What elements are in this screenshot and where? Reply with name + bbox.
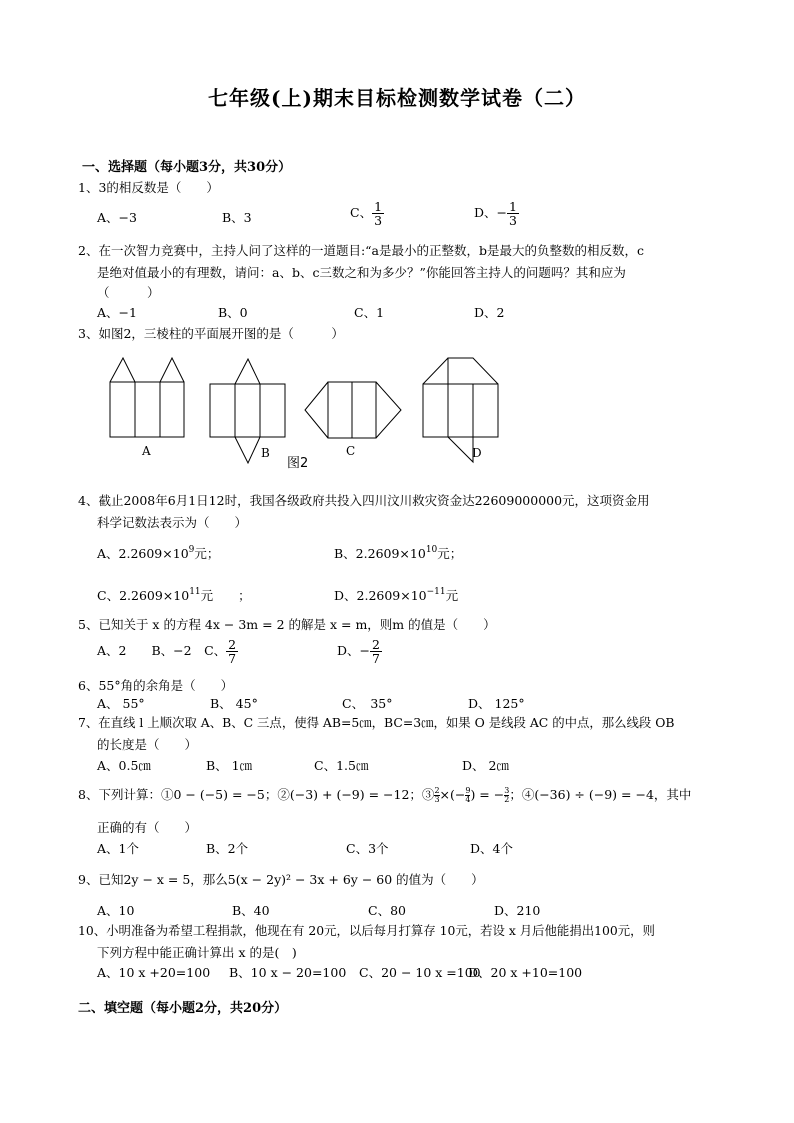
q9-option-c: C、80 (368, 903, 406, 918)
q4-option-d: D、$2.2609\times 10^{-11}$元 (334, 587, 459, 603)
q8-option-a: A、1个 (97, 841, 139, 856)
net-c-figure (305, 382, 401, 438)
q5-option-d: D、− $\frac{2}{7}$ (337, 637, 380, 667)
q4-option-b: B、$2.2609\times 10^{10}$元； (334, 545, 463, 561)
q5-options-abc: A、2 B、−2 C、 $\frac{2}{7}$ (97, 637, 237, 667)
q8-option-b: B、2个 (206, 841, 249, 856)
q4-option-c: C、$2.2609\times 10^{11}$元 ； (97, 587, 251, 603)
q9-option-b: B、40 (232, 903, 270, 918)
q10-option-b: B、10 x − 20=100 (229, 965, 347, 980)
q8-option-d: D、4个 (470, 841, 513, 856)
q7-option-d: D、 2㎝ (462, 758, 509, 773)
q10-option-c: C、20 − 10 x =100 (359, 965, 481, 980)
q3-stem: 3、如图2，三棱柱的平面展开图的是（ ） (78, 326, 344, 341)
q10-line-1: 10、小明准备为希望工程捐款，他现在有 20元，以后每月打算存 10元，若设 x 月后他能捐出100元，则 (78, 923, 655, 938)
q9-option-a: A、10 (97, 903, 135, 918)
q2-option-c: C、1 (354, 305, 385, 320)
net-a-figure (110, 358, 184, 437)
q2-line-3: （ ） (97, 285, 160, 300)
q6-stem: 6、55°角的余角是（ ） (78, 678, 234, 693)
q2-option-b: B、0 (218, 305, 248, 320)
figure-caption: 图2 (287, 456, 309, 471)
net-b-label: B (261, 446, 270, 460)
q6-option-a: A、 55° (97, 696, 145, 711)
q2-line-2: 是绝对值最小的有理数，请问：a、b、c三数之和为多少？”你能回答主持人的问题吗？其和应为 (97, 265, 626, 280)
q7-line-1: 7、在直线 l 上顺次取 A、B、C 三点，使得 AB=5㎝，BC=3㎝，如果 O 是线段 AC 的中点，那么线段 OB (78, 715, 675, 730)
q1-stem: 1、3的相反数是（ ） (78, 180, 219, 195)
net-c-label: C (346, 444, 356, 458)
q1-option-b: B、3 (222, 210, 252, 225)
q9-option-d: D、210 (494, 903, 541, 918)
q6-option-b: B、 45° (210, 696, 258, 711)
section-2-heading: 二、填空题（每小题2分，共20分） (78, 1001, 288, 1016)
q2-line-1: 2、在一次智力竞赛中，主持人问了这样的一道题目:“a是最小的正整数，b是最大的负整数的相反数，c (78, 243, 645, 258)
q8-line-1: 8、下列计算：①0 − (−5) = −5；②(−3) + (−9) = −12；③ $\frac{2}{3}$ ×(− $\frac{9}{4}$ ) = − $\frac{3}{2}$ ；④(−36) ÷ (−9) = −4，其中 (78, 786, 692, 804)
q5-stem: 5、已知关于 x 的方程 4x − 3m = 2 的解是 x = m，则m 的值是（ ） (78, 617, 496, 632)
q7-line-2: 的长度是（ ） (97, 737, 198, 752)
q7-option-b: B、 1㎝ (206, 758, 253, 773)
q7-option-c: C、1.5㎝ (314, 758, 369, 773)
q6-option-c: C、 35° (342, 696, 393, 711)
net-d-label: D (472, 446, 482, 460)
net-a-label: A (142, 444, 151, 458)
net-b-figure (210, 359, 285, 463)
page-title: 七年级(上)期末目标检测数学试卷（二） (208, 86, 586, 110)
q4-line-1: 4、截止2008年6月1日12时，我国各级政府共投入四川汶川救灾资金达22609000000元，这项资金用 (78, 493, 650, 508)
net-d-figure (423, 358, 498, 462)
q4-line-2: 科学记数法表示为（ ） (97, 515, 248, 530)
q10-line-2: 下列方程中能正确计算出 x 的是( ) (97, 945, 297, 960)
q9-stem: 9、已知2y − x = 5，那么5(x − 2y)² − 3x + 6y − 60 的值为（ ） (78, 872, 484, 887)
q8-option-c: C、3个 (346, 841, 389, 856)
q4-option-a: A、$2.2609\times 10^9$元； (97, 545, 220, 561)
q6-option-d: D、 125° (468, 696, 525, 711)
q1-option-d: D、− $\frac{1}{3}$ (474, 199, 517, 229)
q10-option-d: D、20 x +10=100 (468, 965, 583, 980)
q2-option-d: D、2 (474, 305, 505, 320)
q8-line-2: 正确的有（ ） (97, 820, 198, 835)
q1-option-a: A、−3 (97, 210, 137, 225)
section-1-heading: 一、选择题（每小题3分，共30分） (82, 160, 292, 175)
q10-option-a: A、10 x +20=100 (97, 965, 211, 980)
q7-option-a: A、0.5㎝ (97, 758, 151, 773)
q1-option-c: C、 $\frac{1}{3}$ (350, 199, 383, 229)
q2-option-a: A、−1 (97, 305, 137, 320)
